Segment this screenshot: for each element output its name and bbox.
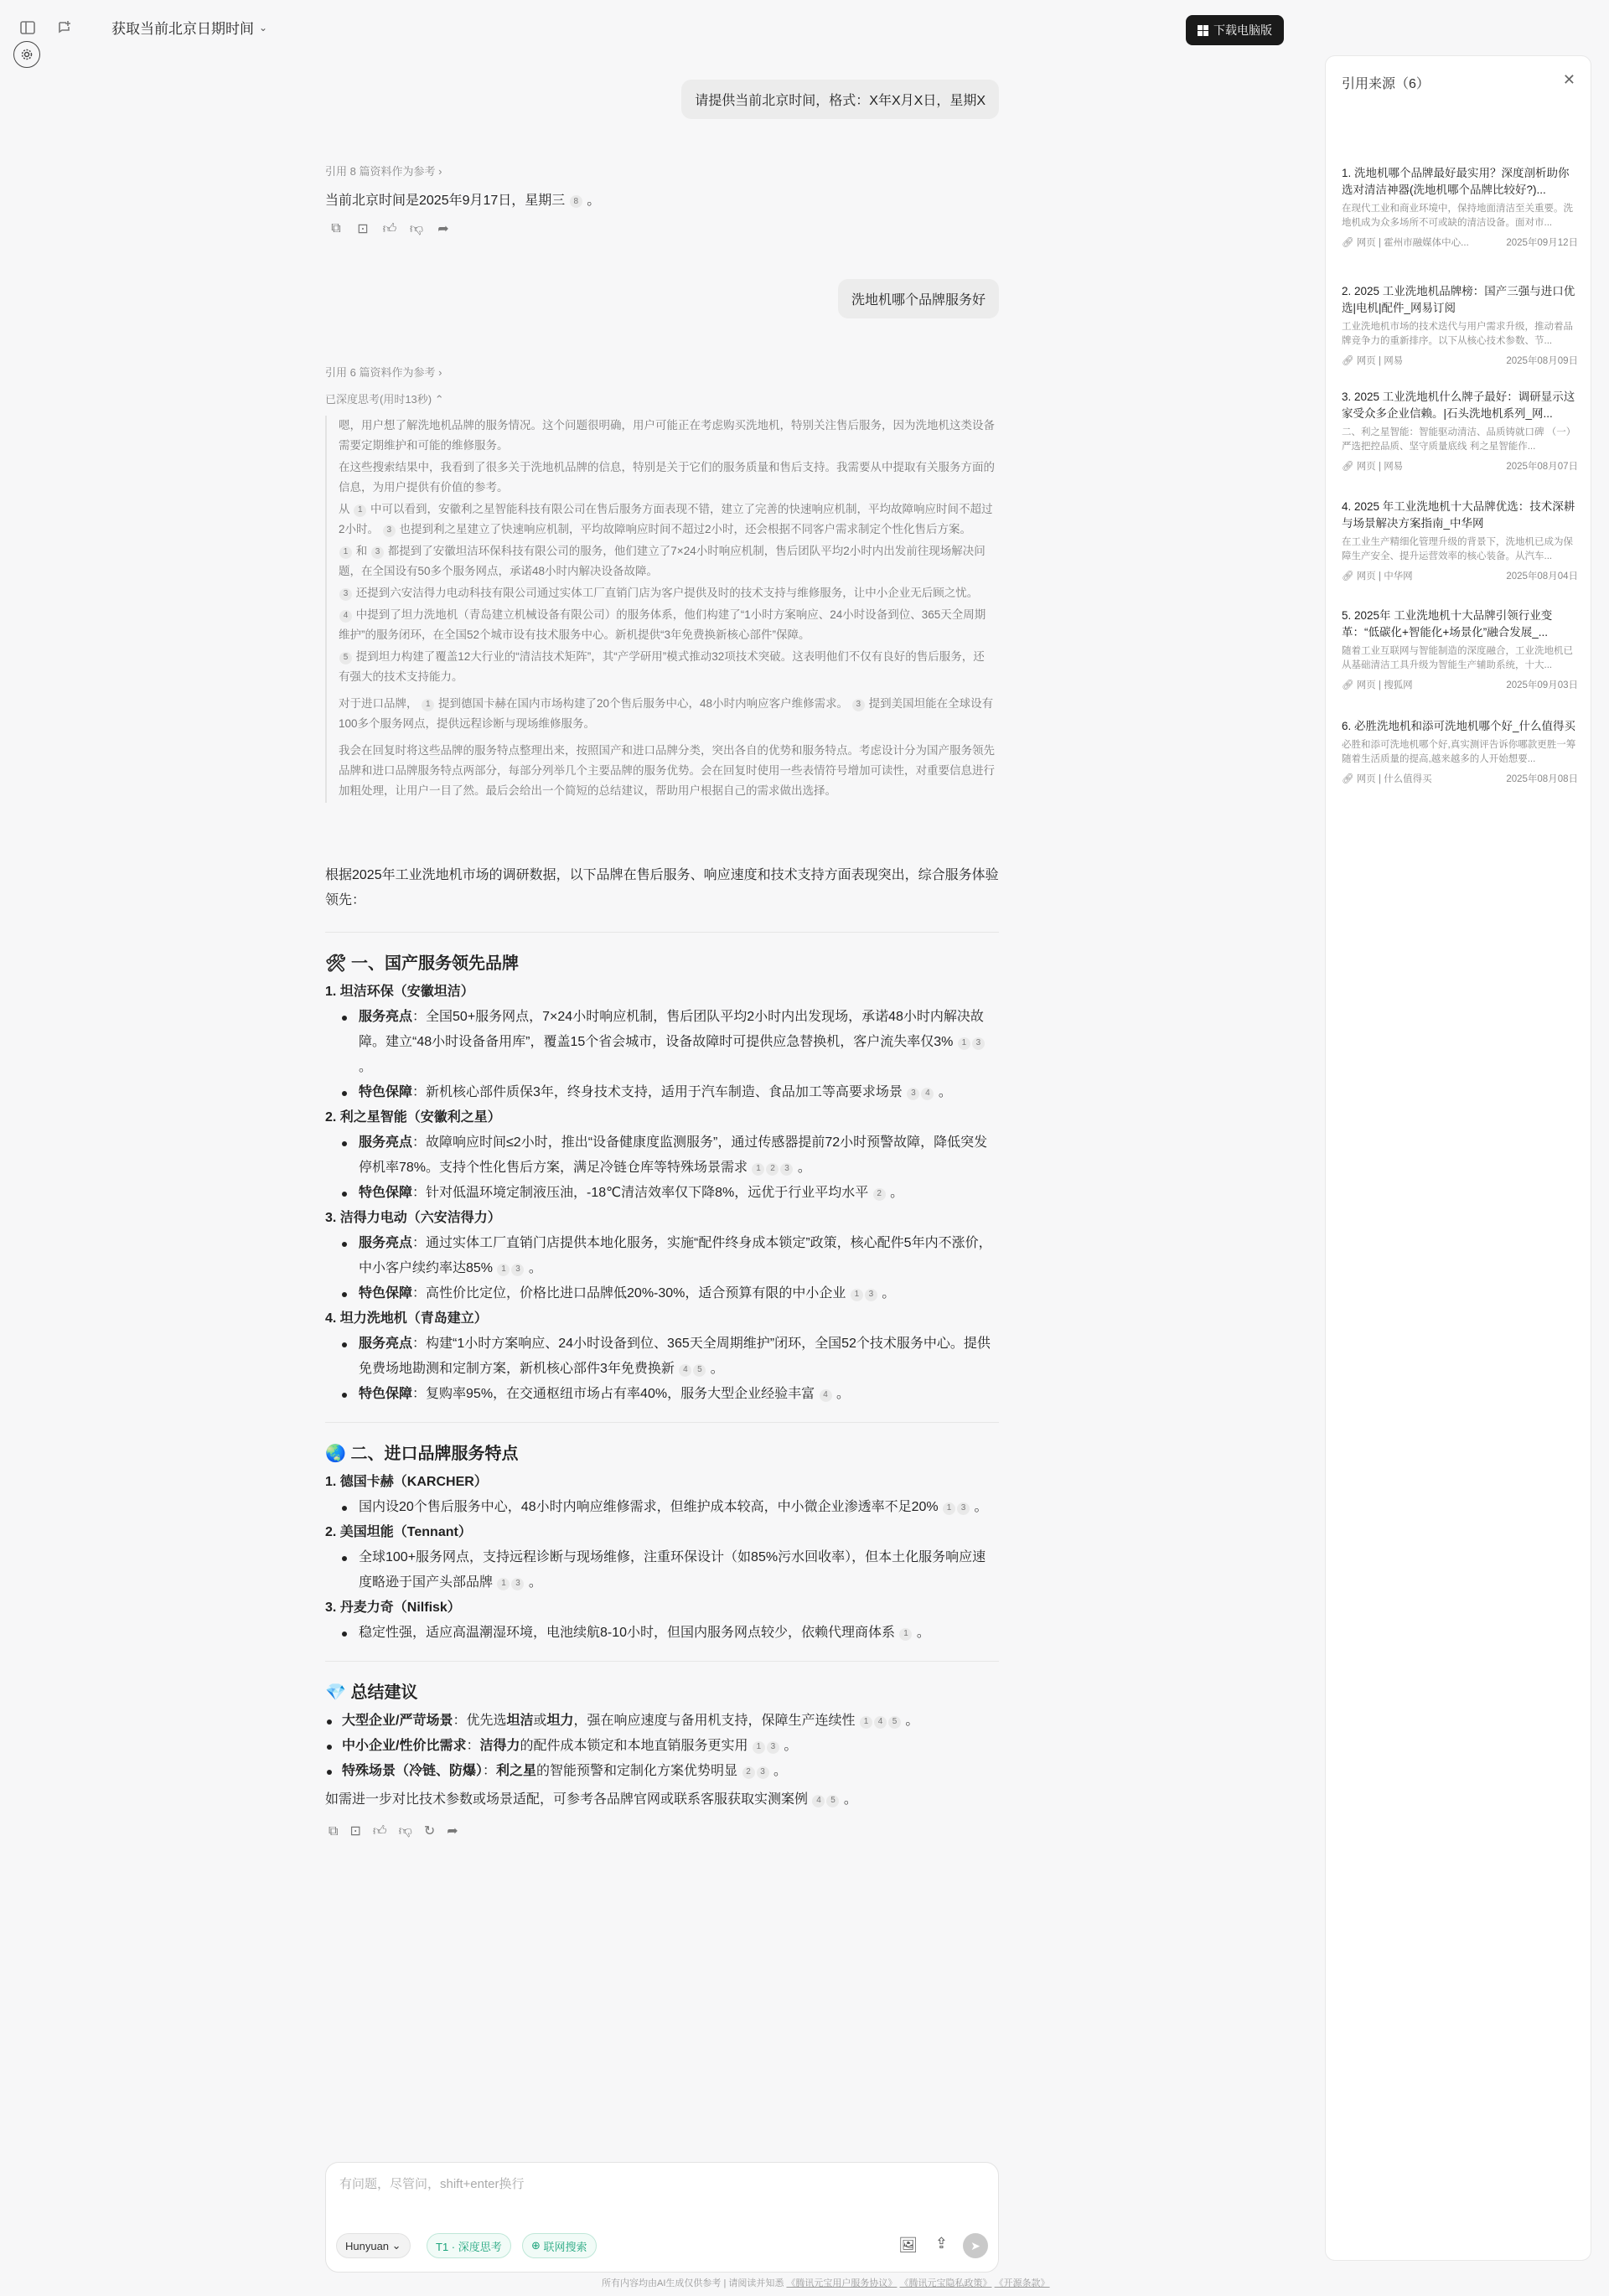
deep-think-toggle[interactable] <box>427 2233 511 2258</box>
citation-badge[interactable]: 1 <box>497 1264 510 1276</box>
source-type: 网页 <box>1356 571 1376 582</box>
sources-panel <box>1325 55 1591 2261</box>
reference-count-label: 引用 6 篇资料作为参考 <box>325 366 436 379</box>
citation-badge[interactable]: 1 <box>339 546 352 559</box>
source-origin: 🔗︎ 网页 | 网易 <box>1342 356 1404 366</box>
reference-count-label: 引用 8 篇资料作为参考 <box>325 165 436 178</box>
copy-icon[interactable]: ⧉ <box>329 1824 339 1838</box>
thinking-paragraph: 从 1 中可以看到，安徽利之星智能科技有限公司在售后服务方面表现不错，建立了完善的快速响应机制，平均故障响应时间不超过2小时。 3 也提到利之星建立了快速响应机制，平均故障响应时间不超过2小时，还会根据不同客户需求制定个性化售后方案。 <box>339 503 993 535</box>
link-icon: 🔗︎ <box>1342 356 1357 366</box>
brand-bullet: 服务亮点：故障响应时间≤2小时，推出“设备健康度监测服务”，通过传感器提前72小时预警故障，降低突发停机率78%。支持个性化售后方案，满足冷链仓库等特殊场景需求 1 2 3 。 <box>325 1130 999 1181</box>
file-upload-icon[interactable]: ⇪ <box>934 2235 948 2252</box>
source-date: 2025年09月03日 <box>1506 680 1578 690</box>
brand-bullet: 特色保障：高性价比定位，价格比进口品牌低20%-30%，适合预算有限的中小企业 1 3 。 <box>325 1281 999 1306</box>
source-origin: 🔗︎ 网页 | 中华网 <box>1342 571 1413 582</box>
sidebar-toggle-icon[interactable] <box>17 17 39 39</box>
source-date: 2025年08月07日 <box>1506 462 1578 472</box>
brand-bullet: 服务亮点：全国50+服务网点，7×24小时响应机制，售后团队平均2小时内出发现场，承诺48小时内解决故障。建立“48小时设备备用库”，覆盖15个省会城市，设备故障时可提供应急替换机，客户流失率仅3% 1 3 。 <box>325 1005 999 1080</box>
source-snippet: 随着工业互联网与智能制造的深度融合，工业洗地机已从基础清洁工具升级为智能生产辅助系统，十大... <box>1342 646 1573 670</box>
source-snippet: 必胜和添可洗地机哪个好,真实测评告诉你哪款更胜一筹 随着生活质量的提高,越来越多的人开始想要... <box>1342 740 1576 764</box>
globe-icon: 🌏 <box>325 1445 346 1463</box>
footer-link-privacy[interactable]: 《腾讯元宝隐私政策》 <box>899 2278 992 2288</box>
thinking-paragraph: 3 还提到六安洁得力电动科技有限公司通过实体工厂直销门店为客户提供及时的技术支持与维修服务，让中小企业无后顾之忧。 <box>339 583 996 603</box>
citation-badge[interactable]: 2 <box>873 1188 886 1201</box>
bullet-key: 特色保障 <box>359 1186 413 1200</box>
source-meta <box>1342 235 1578 249</box>
chevron-up-icon: ⌃ <box>434 393 444 406</box>
citation-badge[interactable]: 3 <box>339 588 352 601</box>
citation-badge[interactable]: 1 <box>422 699 434 711</box>
summary-brand: 洁得力 <box>479 1739 520 1753</box>
thumbs-up-icon[interactable]: 👍︎ <box>372 1824 387 1838</box>
conversation-title[interactable] <box>111 17 267 38</box>
source-meta <box>1342 354 1578 367</box>
brand-name: 3. 丹麦力奇（Nilfisk） <box>325 1600 461 1615</box>
message-input[interactable]: 有问题，尽管问，shift+enter换行 <box>339 2177 525 2191</box>
citation-badge[interactable]: 3 <box>757 1766 769 1779</box>
source-title[interactable]: 3. 2025 工业洗地机什么牌子最好：调研显示这家受众多企业信赖。|石头洗地机系列_网... <box>1342 390 1575 420</box>
link-icon: 🔗︎ <box>1342 571 1357 582</box>
share-icon[interactable]: ➦ <box>437 222 449 236</box>
source-title[interactable]: 6. 必胜洗地机和添可洗地机哪个好_什么值得买 <box>1342 720 1576 732</box>
summary-key: 大型企业/严苛场景 <box>342 1714 453 1728</box>
source-card[interactable] <box>1342 283 1578 367</box>
footer-text: 所有内容均由AI生成仅供参考 | 请阅读并知悉 <box>602 2278 784 2288</box>
citation-badge[interactable]: 5 <box>826 1795 839 1807</box>
user-message-1: 请提供当前北京时间，格式：X年X月X日，星期X <box>681 80 999 119</box>
sources-panel-title: 引用来源（6） <box>1342 77 1430 91</box>
bullet-text: 稳定性强，适应高温潮湿环境，电池续航8-10小时，但国内服务网点较少，依赖代理商体系 <box>359 1626 896 1640</box>
brand-bullet: 服务亮点：构建“1小时方案响应、24小时设备到位、365天全周期维护”闭环，全国52个技术服务中心。提供免费场地勘测和定制方案，新机核心部件3年免费换新 4 5 。 <box>325 1332 999 1382</box>
source-date: 2025年08月09日 <box>1506 356 1578 366</box>
model-name: Hunyuan <box>345 2239 390 2252</box>
source-origin: 🔗︎ 网页 | 什么值得买 <box>1342 774 1432 784</box>
bullet-text: ：复购率95%，在交通枢纽市场占有率40%，服务大型企业经验丰富 <box>412 1387 815 1401</box>
source-meta <box>1342 772 1578 785</box>
bullet-key: 特色保障 <box>359 1085 413 1099</box>
citation-badge[interactable]: 3 <box>852 699 865 711</box>
bullet-text: ：针对低温环境定制液压油，-18℃清洁效率仅下降8%，远优于行业平均水平 <box>412 1186 869 1200</box>
new-chat-icon[interactable] <box>54 17 75 39</box>
source-meta <box>1342 459 1578 473</box>
chevron-down-icon: ⌄ <box>259 21 268 34</box>
thinking-paragraph: 我会在回复时将这些品牌的服务特点整理出来，按照国产和进口品牌分类，突出各自的优势和服务特点。考虑设计分为国产服务领先品牌和进口品牌服务特点两部分，每部分列举几个主要品牌的服务优势。会在回复时使用一些表情符号增加可读性，对重要信息进行加粗处理，让用户一目了然。最后会给出一个简短的总结建议，帮助用户根据自己的需求做出选择。 <box>339 744 995 797</box>
citation-badge[interactable]: 1 <box>752 1163 764 1176</box>
citation-badge[interactable]: 4 <box>874 1716 887 1729</box>
footer-link-terms[interactable]: 《腾讯元宝用户服务协议》 <box>786 2278 898 2288</box>
bullet-key: 服务亮点 <box>359 1236 413 1250</box>
source-date: 2025年08月08日 <box>1506 774 1578 784</box>
thinking-paragraph: 1 和 3 都提到了安徽坦洁环保科技有限公司的服务，他们建立了7×24小时响应机制，售后团队平均2小时内出发前往现场解决问题，在全国设有50多个服务网点，承诺48小时内解决设备故障。 <box>339 545 986 577</box>
answer-1-actions <box>329 221 451 236</box>
source-site: 霍州市融媒体中心... <box>1384 238 1469 248</box>
answer-1-text: 当前北京时间是2025年9月17日，星期三 <box>325 194 566 208</box>
thumbs-up-icon[interactable]: 👍︎ <box>382 221 397 236</box>
bullet-key: 服务亮点 <box>359 1337 413 1351</box>
footer-disclaimer <box>602 2276 1050 2289</box>
message-composer[interactable] <box>325 2162 999 2273</box>
thinking-status-text: 已深度思考(用时13秒) <box>325 393 432 406</box>
reference-count-1[interactable] <box>325 163 442 178</box>
chevron-right-icon: › <box>438 165 442 178</box>
summary-item: 中小企业/性价比需求：洁得力的配件成本锁定和本地直销服务更实用 1 3 。 <box>325 1734 999 1759</box>
close-icon[interactable]: ✕ <box>1562 71 1575 88</box>
copy-icon[interactable]: ⧉ <box>331 221 341 235</box>
deep-think-label: T1 · 深度思考 <box>436 2240 502 2253</box>
source-card[interactable] <box>1342 499 1578 582</box>
citation-badge[interactable]: 5 <box>888 1716 901 1729</box>
brand-bullet: 国内设20个售后服务中心，48小时内响应维修需求，但维护成本较高，中小微企业渗透率不足20% 1 3 。 <box>325 1495 999 1520</box>
web-search-toggle[interactable] <box>522 2233 597 2258</box>
top-bar <box>0 0 1307 59</box>
image-upload-icon[interactable]: 🖼︎ <box>898 2237 918 2253</box>
divider <box>325 932 999 933</box>
thinking-paragraph: 嗯，用户想了解洗地机品牌的服务情况。这个问题很明确，用户可能正在考虑购买洗地机，特别关注售后服务，因为洗地机这类设备需要定期维护和可能的维修服务。 <box>339 419 995 452</box>
summary-item: 大型企业/严苛场景：优先选坦洁或坦力，强在响应速度与备用机支持，保障生产连续性 1 4 5 。 <box>325 1709 999 1734</box>
bullet-text: ：新机核心部件质保3年，终身技术支持，适用于汽车制造、食品加工等高要求场景 <box>412 1085 903 1099</box>
bullet-text: ：高性价比定位，价格比进口品牌低20%-30%，适合预算有限的中小企业 <box>412 1286 846 1301</box>
reference-count-2[interactable] <box>325 364 442 380</box>
section-heading-text: 二、进口品牌服务特点 <box>350 1445 519 1463</box>
bullet-text: ：通过实体工厂直销门店提供本地化服务，实施“配件终身成本锁定”政策，核心配件5年内不涨价，中小客户续约率达85% <box>359 1236 992 1275</box>
source-type: 网页 <box>1356 774 1376 784</box>
source-card[interactable] <box>1342 718 1578 785</box>
bullet-text: 全球100+服务网点，支持远程诊断与现场维修，注重环保设计（如85%污水回收率），但本土化服务响应速度略逊于国产头部品牌 <box>359 1550 986 1590</box>
thinking-paragraph: 4 中提到了坦力洗地机（青岛建立机械设备有限公司）的服务体系，他们构建了“1小时方案响应、24小时设备到位、365天全周期维护”的服务闭环，在全国52个城市设有技术服务中心。新机提供“3年免费换新核心部件”保障。 <box>339 608 986 641</box>
citation-badge[interactable]: 3 <box>907 1088 919 1100</box>
section-heading-imported <box>325 1441 999 1466</box>
citation-badge[interactable]: 3 <box>371 546 384 559</box>
model-selector[interactable] <box>336 2233 411 2258</box>
brand-bullet: 服务亮点：通过实体工厂直销门店提供本地化服务，实施“配件终身成本锁定”政策，核心配件5年内不涨价，中小客户续约率达85% 1 3 。 <box>325 1231 999 1281</box>
answer-intro: 根据2025年工业洗地机市场的调研数据，以下品牌在售后服务、响应速度和技术支持方面表现突出，综合服务体验领先： <box>325 868 999 908</box>
summary-brand: 坦洁 <box>506 1714 534 1728</box>
source-snippet: 在现代工业和商业环境中，保持地面清洁至关重要。洗地机成为众多场所不可或缺的清洁设备。面对市... <box>1342 204 1573 228</box>
summary-text: ： <box>466 1739 480 1753</box>
summary-text: 的配件成本锁定和本地直销服务更实用 <box>520 1739 748 1753</box>
citation-badge[interactable]: 1 <box>851 1289 863 1301</box>
summary-text: ： <box>483 1764 497 1778</box>
download-label: 下载电脑版 <box>1213 23 1272 37</box>
citation-badge[interactable]: 4 <box>820 1389 832 1402</box>
citation-badge[interactable]: 1 <box>860 1716 872 1729</box>
summary-key: 中小企业/性价比需求 <box>342 1739 467 1753</box>
citation-badge[interactable]: 3 <box>780 1163 793 1176</box>
bullet-key: 特色保障 <box>359 1387 413 1401</box>
citation-badge[interactable]: 3 <box>511 1264 524 1276</box>
web-search-label: 联网搜索 <box>543 2240 587 2253</box>
citation-badge[interactable]: 1 <box>943 1502 955 1515</box>
bullet-key: 服务亮点 <box>359 1135 413 1150</box>
citation-badge[interactable]: 3 <box>865 1289 877 1301</box>
closing-line: 如需进一步对比技术参数或场景适配，可参考各品牌官网或联系客服获取实测案例 4 5 。 <box>325 1792 857 1807</box>
globe-icon: ⊕ <box>531 2239 541 2252</box>
source-card[interactable] <box>1342 165 1578 249</box>
source-snippet: 工业洗地机市场的技术迭代与用户需求升级，推动着品牌竞争力的重新排序。以下从核心技术参数、节... <box>1342 322 1573 346</box>
windows-icon <box>1198 25 1208 36</box>
source-date: 2025年08月04日 <box>1506 571 1578 582</box>
citation-badge[interactable]: 3 <box>383 525 396 537</box>
summary-text: 的智能预警和定制化方案优势明显 <box>536 1764 738 1778</box>
brand-bullet: 全球100+服务网点，支持远程诊断与现场维修，注重环保设计（如85%污水回收率），但本土化服务响应速度略逊于国产头部品牌 1 3 。 <box>325 1545 999 1595</box>
source-meta <box>1342 678 1578 691</box>
section-heading-text: 总结建议 <box>350 1683 418 1702</box>
assistant-answer-1: 当前北京时间是2025年9月17日，星期三 8 。 <box>325 194 601 208</box>
bookmark-icon[interactable]: ⊡ <box>349 1824 361 1838</box>
brand-name: 2. 利之星智能（安徽利之星） <box>325 1110 501 1125</box>
citation-badge[interactable]: 1 <box>753 1741 765 1754</box>
domestic-brand-list <box>325 980 999 1407</box>
download-desktop-button[interactable] <box>1186 15 1284 45</box>
brand-name: 2. 美国坦能（Tennant） <box>325 1525 472 1539</box>
brand-bullet: 特色保障：复购率95%，在交通枢纽市场占有率40%，服务大型企业经验丰富 4 。 <box>325 1382 999 1407</box>
link-icon: 🔗︎ <box>1342 680 1357 690</box>
source-origin: 🔗︎ 网页 | 搜狐网 <box>1342 680 1413 690</box>
summary-brand: 利之星 <box>496 1764 537 1778</box>
brand-name: 3. 洁得力电动（六安洁得力） <box>325 1211 501 1225</box>
citation-badge[interactable]: 1 <box>899 1628 912 1641</box>
section-heading-text: 一、国产服务领先品牌 <box>350 954 519 973</box>
citation-badge[interactable]: 2 <box>766 1163 779 1176</box>
brand-name: 4. 坦力洗地机（青岛建立） <box>325 1311 488 1326</box>
imported-brand-list <box>325 1470 999 1646</box>
thinking-paragraph: 在这些搜索结果中，我看到了很多关于洗地机品牌的信息，特别是关于它们的服务质量和售后支持。我需要从中提取有关服务方面的信息，为用户提供有价值的参考。 <box>339 461 995 494</box>
divider <box>325 1661 999 1662</box>
thumbs-down-icon[interactable]: 👎︎ <box>409 221 424 236</box>
bookmark-icon[interactable]: ⊡ <box>357 222 369 236</box>
thinking-paragraph: 对于进口品牌， 1 提到德国卡赫在国内市场构建了20个售后服务中心，48小时内响应客户维修需求。 3 提到美国坦能在全球设有100多个服务网点，提供远程诊断与现场维修服务。 <box>339 697 994 730</box>
thinking-status[interactable] <box>325 390 444 406</box>
citation-badge[interactable]: 3 <box>511 1578 524 1590</box>
assistant-answer-2 <box>325 863 999 1844</box>
source-type: 网页 <box>1356 356 1376 366</box>
bullet-text: ：故障响应时间≤2小时，推出“设备健康度监测服务”，通过传感器提前72小时预警故障，降低突发停机率78%。支持个性化售后方案，满足冷链仓库等特殊场景需求 <box>359 1135 988 1175</box>
source-title[interactable]: 4. 2025 年工业洗地机十大品牌优选：技术深耕与场景解决方案指南_中华网 <box>1342 500 1575 530</box>
source-site: 网易 <box>1384 462 1404 472</box>
divider <box>325 1422 999 1423</box>
bullet-key: 特色保障 <box>359 1286 413 1301</box>
bullet-key: 服务亮点 <box>359 1010 413 1024</box>
thinking-paragraph: 5 提到坦力构建了覆盖12大行业的“清洁技术矩阵”，其“产学研用”模式推动32项技术突破。这表明他们不仅有良好的售后服务，还有强大的技术支持能力。 <box>339 650 985 683</box>
citation-badge[interactable]: 2 <box>742 1766 755 1779</box>
brand-bullet: 特色保障：新机核心部件质保3年，终身技术支持，适用于汽车制造、食品加工等高要求场景 3 4 。 <box>325 1080 999 1105</box>
answer-2-actions <box>325 1819 999 1844</box>
source-card[interactable] <box>1342 608 1578 691</box>
regenerate-icon[interactable]: ↻ <box>423 1824 436 1838</box>
summary-item: 特殊场景（冷链、防爆）：利之星的智能预警和定制化方案优势明显 2 3 。 <box>325 1759 999 1784</box>
footer-link-opensource[interactable]: 《开源条款》 <box>994 2278 1050 2288</box>
link-icon: 🔗︎ <box>1342 774 1357 784</box>
gem-icon: 💎 <box>325 1683 346 1702</box>
share-icon[interactable]: ➦ <box>447 1824 458 1838</box>
closing-text: 如需进一步对比技术参数或场景适配，可参考各品牌官网或联系客服获取实测案例 <box>325 1792 809 1807</box>
citation-badge[interactable]: 5 <box>339 652 352 664</box>
source-title[interactable]: 5. 2025年 工业洗地机十大品牌引领行业变革：“低碳化+智能化+场景化”融合发展_... <box>1342 609 1553 639</box>
source-origin: 🔗︎ 网页 | 霍州市融媒体中心... <box>1342 238 1469 248</box>
chevron-down-icon: ⌄ <box>391 2239 401 2252</box>
citation-badge[interactable]: 3 <box>957 1502 970 1515</box>
chevron-right-icon: › <box>438 366 442 379</box>
citation-badge[interactable]: 1 <box>958 1037 970 1050</box>
source-site: 中华网 <box>1384 571 1413 582</box>
bullet-text: 国内设20个售后服务中心，48小时内响应维修需求，但维护成本较高，中小微企业渗透率不足20% <box>359 1500 939 1514</box>
conversation-title-text: 获取当前北京日期时间 <box>111 21 254 37</box>
source-title[interactable]: 1. 洗地机哪个品牌最好最实用？深度剖析助你选对清洁神器(洗地机哪个品牌比较好?)... <box>1342 167 1570 196</box>
brand-name: 1. 坦洁环保（安徽坦洁） <box>325 985 474 999</box>
section-heading-summary <box>325 1680 999 1705</box>
bullet-text: ：构建“1小时方案响应、24小时设备到位、365天全周期维护”闭环，全国52个技术服务中心。提供免费场地勘测和定制方案，新机核心部件3年免费换新 <box>359 1337 991 1376</box>
source-snippet: 二、利之星智能：智能驱动清洁、品质铸就口碑 （一）严选把控品质、坚守质量底线 利之星智能作... <box>1342 427 1576 452</box>
summary-text: 或 <box>533 1714 547 1728</box>
citation-badge[interactable]: 4 <box>921 1088 934 1100</box>
summary-text: ，强在响应速度与备用机支持，保障生产连续性 <box>573 1714 856 1728</box>
citation-badge[interactable]: 1 <box>354 504 366 517</box>
user-message-2: 洗地机哪个品牌服务好 <box>838 279 999 318</box>
source-type: 网页 <box>1356 462 1376 472</box>
citation-badge[interactable]: 3 <box>972 1037 985 1050</box>
summary-list <box>325 1709 999 1784</box>
link-icon: 🔗︎ <box>1342 238 1357 248</box>
tools-icon: 🛠 <box>325 954 347 973</box>
settings-gear-icon[interactable] <box>13 41 40 68</box>
source-title[interactable]: 2. 2025 工业洗地机品牌榜：国产三强与进口优选|电机|配件_网易订阅 <box>1342 285 1575 314</box>
source-meta <box>1342 569 1578 582</box>
citation-badge[interactable]: 8 <box>570 195 582 208</box>
source-origin: 🔗︎ 网页 | 网易 <box>1342 462 1404 472</box>
citation-badge[interactable]: 3 <box>767 1741 779 1754</box>
brand-bullet: 特色保障：针对低温环境定制液压油，-18℃清洁效率仅下降8%，远优于行业平均水平 2 。 <box>325 1181 999 1206</box>
brand-bullet: 稳定性强，适应高温潮湿环境，电池续航8-10小时，但国内服务网点较少，依赖代理商体系 1 。 <box>325 1621 999 1646</box>
thinking-content <box>325 416 996 803</box>
thumbs-down-icon[interactable]: 👎︎ <box>398 1824 412 1838</box>
summary-text: ：优先选 <box>453 1714 507 1728</box>
source-date: 2025年09月12日 <box>1506 238 1578 248</box>
summary-brand: 坦力 <box>546 1714 574 1728</box>
citation-badge[interactable]: 4 <box>339 610 352 623</box>
source-site: 搜狐网 <box>1384 680 1413 690</box>
source-type: 网页 <box>1356 680 1376 690</box>
section-heading-domestic <box>325 951 999 976</box>
citation-badge[interactable]: 1 <box>497 1578 510 1590</box>
citation-badge[interactable]: 4 <box>812 1795 825 1807</box>
source-site: 什么值得买 <box>1384 774 1432 784</box>
brand-name: 1. 德国卡赫（KARCHER） <box>325 1475 488 1489</box>
source-snippet: 在工业生产精细化管理升级的背景下，洗地机已成为保障生产安全、提升运营效率的核心装备。从汽车... <box>1342 537 1573 561</box>
summary-key: 特殊场景（冷链、防爆） <box>342 1764 484 1778</box>
bullet-text: ：全国50+服务网点，7×24小时响应机制，售后团队平均2小时内出发现场，承诺48小时内解决故障。建立“48小时设备备用库”，覆盖15个省会城市，设备故障时可提供应急替换机，客户流失率仅3% <box>359 1010 984 1049</box>
link-icon: 🔗︎ <box>1342 462 1357 472</box>
source-site: 网易 <box>1384 356 1404 366</box>
citation-badge[interactable]: 4 <box>679 1364 691 1377</box>
citation-badge[interactable]: 5 <box>693 1364 706 1377</box>
source-type: 网页 <box>1356 238 1376 248</box>
send-button[interactable]: ➤ <box>963 2233 988 2258</box>
source-card[interactable] <box>1342 389 1578 473</box>
